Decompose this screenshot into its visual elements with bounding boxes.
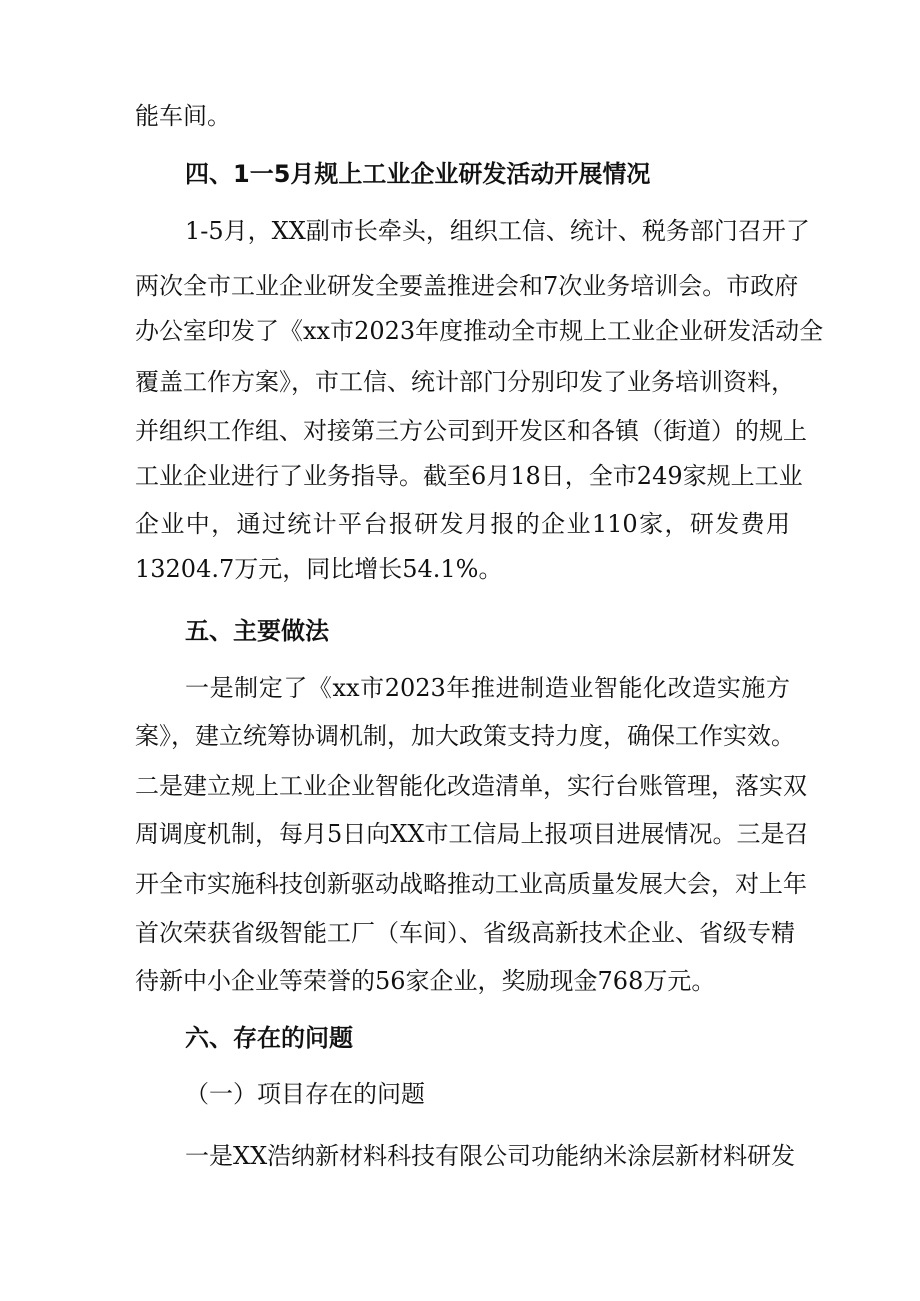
section-5-line: 开全市实施科技创新驱动战略推动工业高质量发展大会，对上年 [135,870,807,898]
continuation-text: 能车间。 [135,102,231,130]
section-5-line: 首次荣获省级智能工厂（车间）、省级高新技术企业、省级专精 [135,919,795,947]
section-4-line: 并组织工作组、对接第三方公司到开发区和各镇（街道）的规上 [135,417,807,445]
section-4-heading: 四、1一5月规上工业企业研发活动开展情况 [185,160,651,188]
section-6-heading: 六、存在的问题 [185,1024,353,1052]
section-4-line: 工业企业进行了业务指导。截至6月18日，全市249家规上工业 [135,462,803,490]
section-5-line: 周调度机制，每月5日向XX市工信局上报项目进展情况。三是召 [135,820,809,848]
section-5-line: 二是建立规上工业企业智能化改造清单，实行台账管理，落实双 [135,772,807,800]
section-5-line: 一是制定了《xx市2023年推进制造业智能化改造实施方 [185,674,790,702]
section-6-line: 一是XX浩纳新材料科技有限公司功能纳米涂层新材料研发 [185,1142,796,1170]
section-4-line: 办公室印发了《xx市2023年度推动全市规上工业企业研发活动全 [135,317,824,345]
section-5-line: 待新中小企业等荣誉的56家企业，奖励现金768万元。 [135,967,716,995]
section-4-line: 两次全市工业企业研发全要盖推进会和7次业务培训会。市政府 [135,272,799,300]
section-4-line: 13204.7万元，同比增长54.1%。 [135,555,503,583]
section-4-line: 覆盖工作方案》，市工信、统计部门分别印发了业务培训资料， [135,368,795,396]
section-4-line: 1-5月，XX副市长牵头，组织工信、统计、税务部门召开了 [185,217,810,245]
section-4-line: 企业中，通过统计平台报研发月报的企业110家，研发费用 [135,510,790,538]
section-5-heading: 五、主要做法 [185,617,329,645]
section-5-line: 案》，建立统筹协调机制，加大政策支持力度，确保工作实效。 [135,722,795,750]
section-6-subheading: （一）项目存在的问题 [185,1080,425,1108]
